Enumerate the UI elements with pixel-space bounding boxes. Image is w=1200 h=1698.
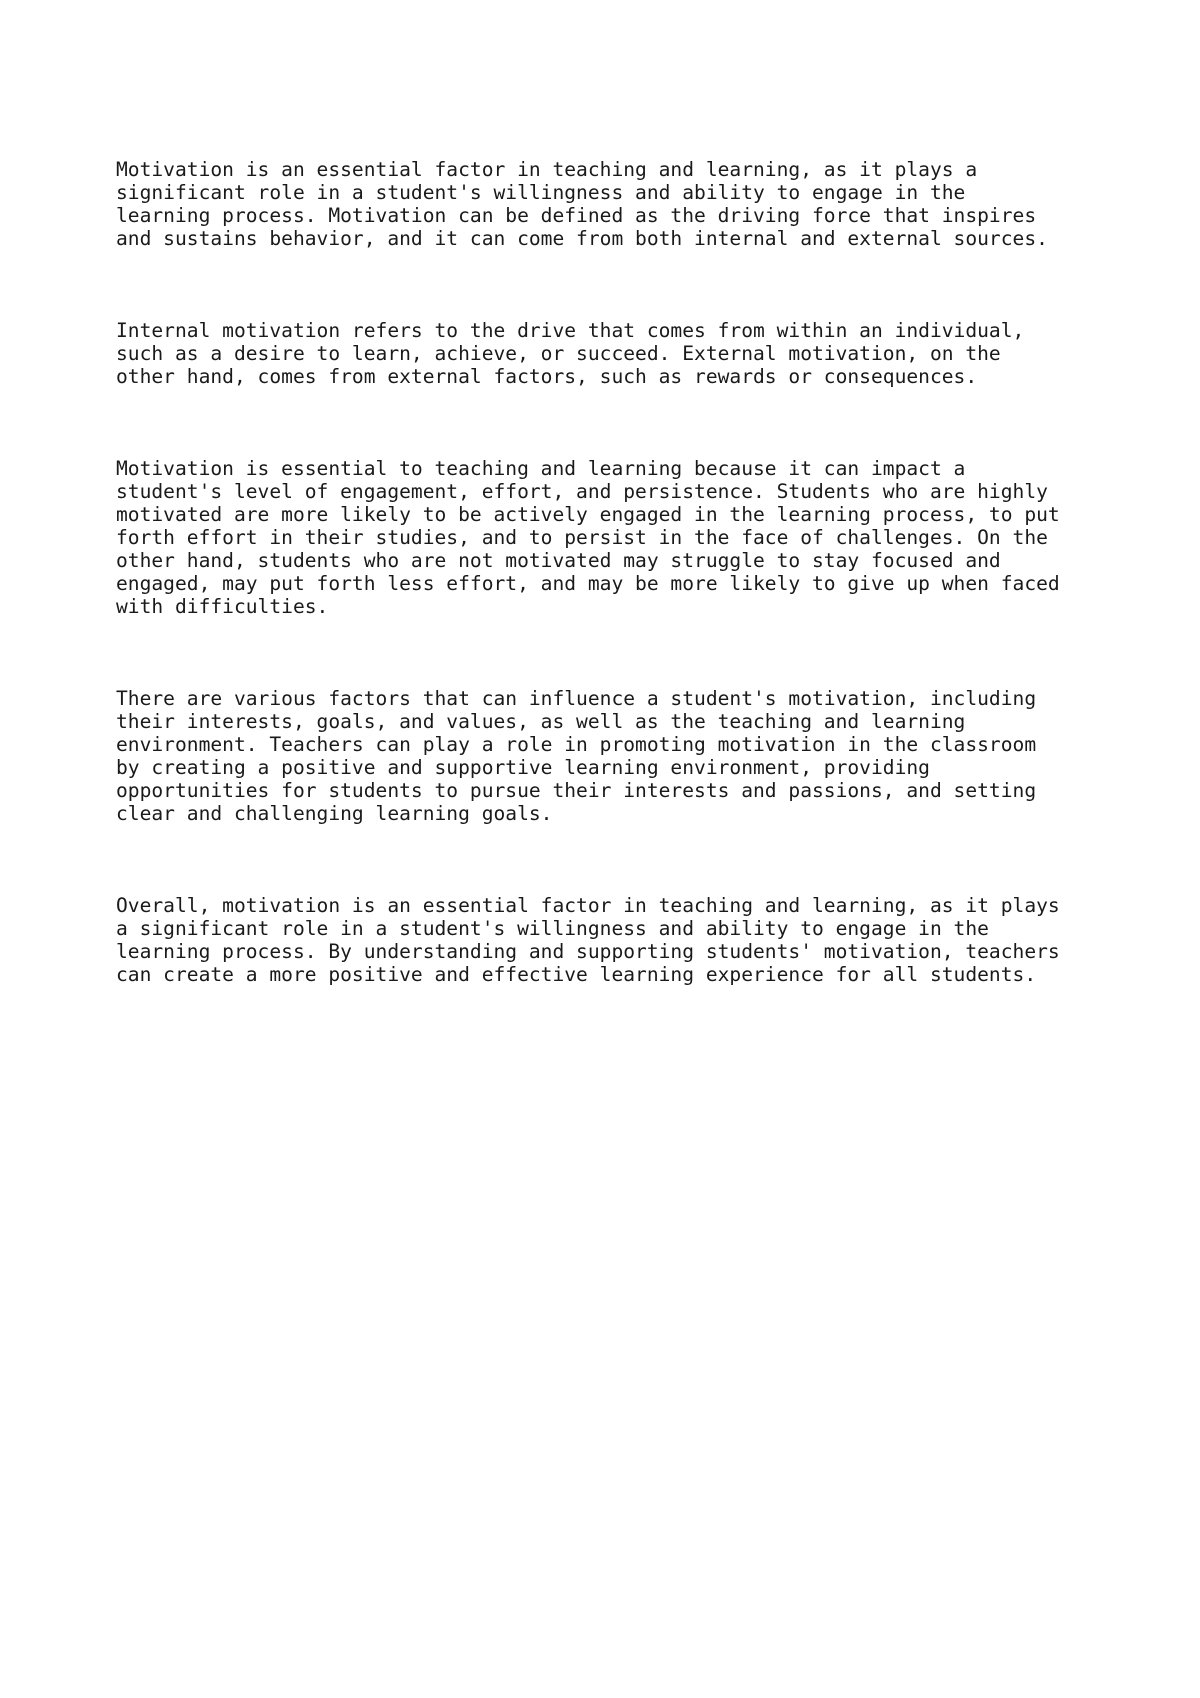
paragraph-4: There are various factors that can influence a student's motivation, including their interests, goals, and values, as well as the teaching and learning environment. Teachers can play a role in promoting motivation in the classroom by creating a positive and supportive learning environment, providing opportunities for students to pursue their interests and passions, and setting clear and challenging learning goals. (116, 687, 1037, 825)
paragraph-5: Overall, motivation is an essential factor in teaching and learning, as it plays a significant role in a student's willingness and ability to engage in the learning process. By understanding and supporting students' motivation, teachers can create a more positive and effective learning experience for all students. (116, 894, 1060, 986)
paragraph-2: Internal motivation refers to the drive that comes from within an individual, such as a desire to learn, achieve, or succeed. External motivation, on the other hand, comes from external factors, such as rewards or consequences. (116, 319, 1025, 388)
paragraph-1: Motivation is an essential factor in teaching and learning, as it plays a significant role in a student's willingness and ability to engage in the learning process. Motivation can be defined as the driving force that inspires and sustains behavior, and it can come from both internal and external sources. (116, 158, 1048, 250)
paragraph-3: Motivation is essential to teaching and learning because it can impact a student's level of engagement, effort, and persistence. Students who are highly motivated are more likely to be actively engaged in the learning process, to put forth effort in their studies, and to persist in the face of challenges. On the other hand, students who are not motivated may struggle to stay focused and engaged, may put forth less effort, and may be more likely to give up when faced with difficulties. (116, 457, 1060, 618)
document-body (116, 112, 1116, 1055)
